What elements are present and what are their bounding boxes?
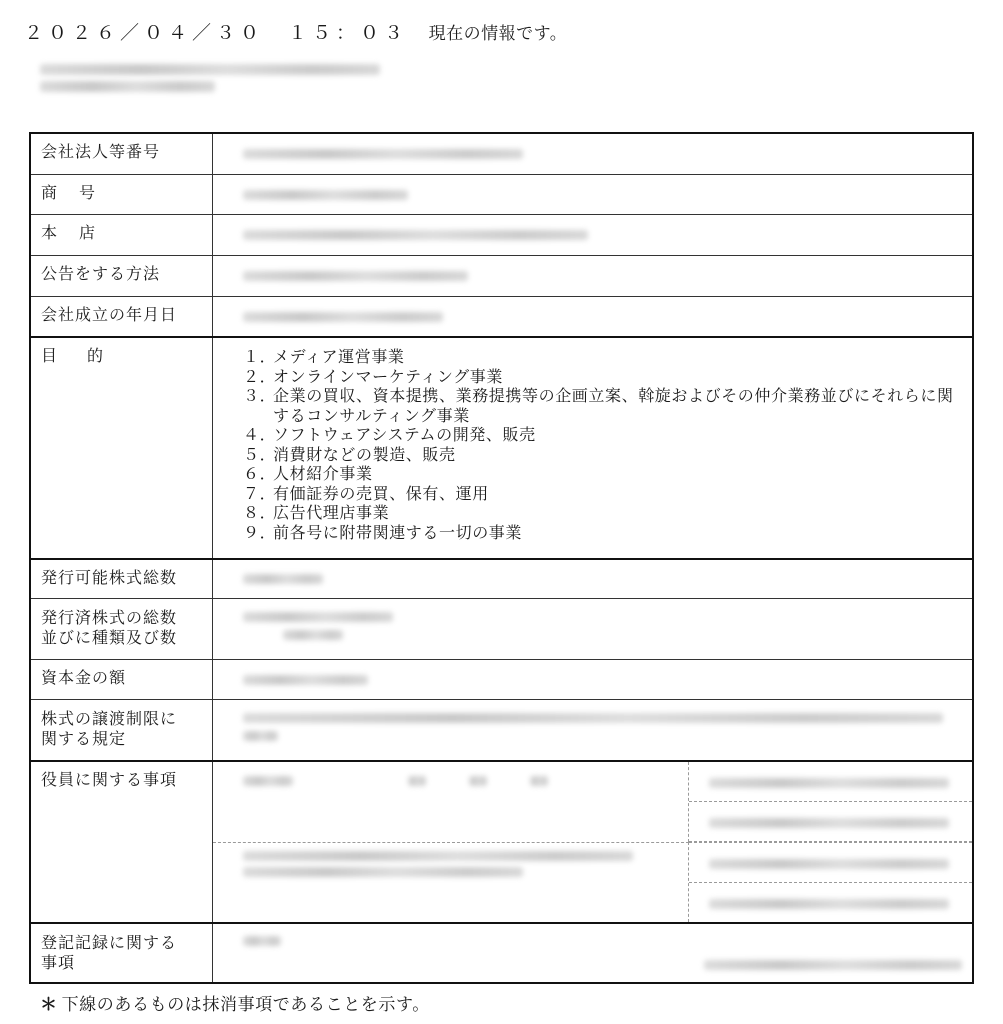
blurred-address-block [40, 64, 400, 92]
blurred-value [243, 776, 293, 786]
blurred-value [243, 612, 393, 622]
blurred-value [243, 190, 408, 200]
value-trade-name [213, 175, 972, 214]
label-trade-name: 商号 [31, 175, 213, 214]
row-transfer-restriction [31, 699, 972, 760]
blurred-value [243, 675, 368, 685]
blurred-value [283, 630, 343, 640]
row-authorized-shares [31, 558, 972, 598]
blurred-value [243, 312, 443, 322]
row-head-office [31, 214, 972, 255]
row-issued-shares [31, 598, 972, 659]
current-datetime: ２０２６／０４／３０ １５：０３ [24, 22, 409, 44]
label-authorized-shares: 発行可能株式総数 [31, 560, 213, 598]
label-notice-method: 公告をする方法 [31, 256, 213, 296]
value-purpose [213, 338, 972, 558]
purpose-item: ８． 広告代理店事業 [243, 503, 390, 522]
officer-date [689, 802, 972, 842]
blurred-value [709, 899, 949, 909]
row-officers [31, 760, 972, 922]
asterisk-icon: ＊ [40, 995, 58, 1015]
page-header [24, 18, 567, 45]
blurred-value [704, 960, 962, 970]
value-notice-method [213, 256, 972, 296]
blurred-value [469, 776, 487, 786]
current-info-message: 現在の情報です。 [428, 24, 568, 44]
row-registration-record [31, 922, 972, 982]
label-officers: 役員に関する事項 [31, 762, 213, 922]
blurred-value [530, 776, 548, 786]
officer-date [689, 842, 972, 883]
value-corp-number [213, 134, 972, 174]
value-authorized-shares [213, 560, 972, 598]
label-issued-shares: 発行済株式の総数 並びに種類及び数 [31, 599, 213, 659]
purpose-item: ３． 企業の買収、資本提携、業務提携等の企画立案、斡旋およびその仲介業務並びにそれらに関するコンサルティング事業 [243, 386, 954, 425]
purpose-item: ２． オンラインマーケティング事業 [243, 366, 504, 386]
blurred-value [243, 271, 468, 281]
registration-table [29, 132, 974, 984]
blurred-value [709, 778, 949, 788]
blurred-value [243, 731, 278, 741]
value-transfer-restriction [213, 700, 972, 760]
blurred-value [243, 713, 943, 723]
purpose-item: ７． 有価証券の売買、保有、運用 [243, 483, 489, 503]
officer-date [689, 883, 972, 922]
blurred-value [243, 867, 523, 877]
value-capital [213, 660, 972, 699]
officer-entry [213, 842, 689, 922]
row-purpose [31, 336, 972, 558]
label-head-office: 本店 [31, 215, 213, 255]
value-established [213, 297, 972, 336]
purpose-list [243, 347, 958, 542]
footnote-text: 下線のあるものは抹消事項であることを示す。 [61, 995, 430, 1015]
label-registration-record: 登記記録に関する 事項 [31, 924, 213, 982]
value-registration-record [213, 924, 972, 982]
row-established [31, 296, 972, 336]
label-purpose: 目的 [31, 338, 213, 558]
blurred-value [709, 859, 949, 869]
label-transfer-restriction: 株式の譲渡制限に 関する規定 [31, 700, 213, 760]
row-capital [31, 659, 972, 699]
blurred-company-line [40, 81, 215, 92]
blurred-address-line [40, 64, 380, 75]
value-head-office [213, 215, 972, 255]
officer-date [689, 762, 972, 802]
purpose-item: ６． 人材紹介事業 [243, 464, 373, 483]
footnote [40, 990, 430, 1015]
purpose-item: ９． 前各号に附帯関連する一切の事業 [243, 522, 523, 542]
officers-grid [213, 762, 972, 922]
officer-entry [213, 762, 689, 842]
blurred-value [243, 936, 281, 946]
purpose-item: １． メディア運営事業 [243, 347, 405, 366]
blurred-value [243, 851, 633, 861]
label-corp-number: 会社法人等番号 [31, 134, 213, 174]
row-notice-method [31, 255, 972, 296]
row-trade-name [31, 174, 972, 214]
purpose-item: ４． ソフトウェアシステムの開発、販売 [243, 425, 536, 444]
blurred-value [408, 776, 426, 786]
blurred-value [243, 230, 588, 240]
blurred-value [243, 149, 523, 159]
blurred-value [709, 818, 949, 828]
label-capital: 資本金の額 [31, 660, 213, 699]
label-established: 会社成立の年月日 [31, 297, 213, 336]
purpose-item: ５． 消費財などの製造、販売 [243, 444, 456, 464]
blurred-value [243, 574, 323, 584]
value-issued-shares [213, 599, 972, 659]
row-corp-number [31, 134, 972, 174]
